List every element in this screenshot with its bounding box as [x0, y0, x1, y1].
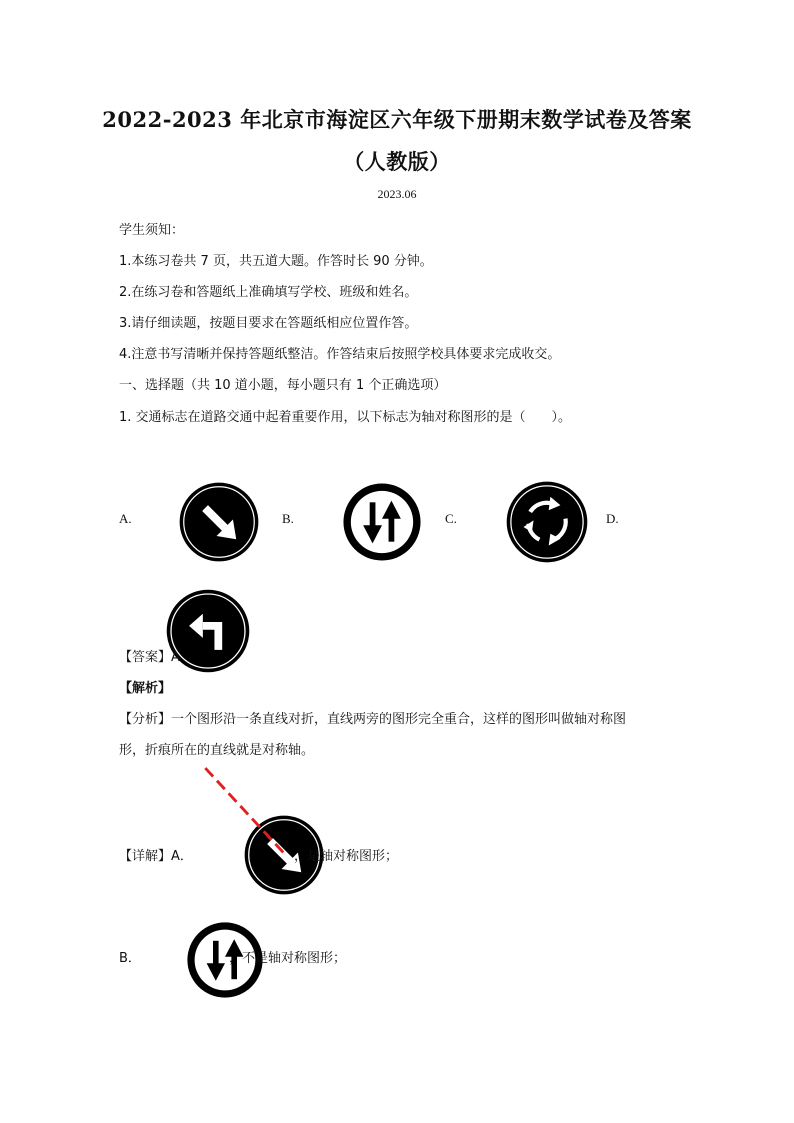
detail-a-prefix-line — [119, 845, 193, 864]
document-subtitle: （人教版） — [343, 149, 451, 174]
answer-value: A — [171, 650, 180, 665]
option-label-b: B. — [282, 511, 294, 526]
detail-b-prefix: B． — [119, 951, 141, 966]
option-label-a: A. — [119, 511, 132, 526]
fenxi-line-2: 形，折痕所在的直线就是对称轴。 — [119, 743, 315, 758]
document-title: 2022-2023 年北京市海淀区六年级下册期末数学试卷及答案 — [102, 107, 692, 132]
fenxi-line-1 — [119, 708, 626, 727]
document-date: 2023.06 — [377, 187, 417, 201]
detail-label: 【详解】 — [119, 849, 172, 864]
notice-item-2: 2.在练习卷和答题纸上准确填写学校、班级和姓名。 — [119, 285, 418, 300]
two-way-traffic-sign-detail-icon — [145, 880, 225, 960]
option-label-d: D. — [606, 511, 619, 526]
diagonal-arrow-sign-with-axis-icon — [202, 773, 284, 855]
notice-item-4: 4.注意书写清晰并保持答题纸整洁。作答结束后按照学校具体要求完成收交。 — [119, 347, 561, 362]
notice-heading: 学生须知： — [119, 223, 185, 238]
fenxi-label: 【分析】 — [119, 712, 172, 727]
detail-a-suffix: ，是轴对称图形； — [294, 849, 399, 864]
question-1-stem: 1. 交通标志在道路交通中起着重要作用，以下标志为轴对称图形的是（ ）。 — [119, 410, 572, 425]
answer-label: 【答案】 — [119, 650, 172, 665]
analysis-label: 【解析】 — [119, 681, 172, 696]
answer-line — [119, 646, 180, 665]
roundabout-sign-icon — [463, 438, 547, 522]
detail-b-suffix: ，不是轴对称图形； — [229, 951, 347, 966]
option-label-c: C. — [445, 511, 457, 526]
left-turn-sign-icon — [122, 545, 208, 631]
notice-item-3: 3.请仔细读题，按题目要求在答题纸相应位置作答。 — [119, 316, 418, 331]
fenxi-text-1: 一个图形沿一条直线对折，直线两旁的图形完全重合，这样的图形叫做轴对称图 — [171, 712, 627, 727]
diagonal-arrow-sign-icon — [137, 440, 219, 522]
notice-item-1: 1.本练习卷共 7 页，共五道大题。作答时长 90 分钟。 — [119, 254, 433, 269]
two-way-traffic-sign-icon — [300, 440, 382, 522]
section-heading: 一、选择题（共 10 道小题，每小题只有 1 个正确选项） — [119, 378, 447, 393]
detail-a-prefix: A． — [171, 849, 193, 864]
